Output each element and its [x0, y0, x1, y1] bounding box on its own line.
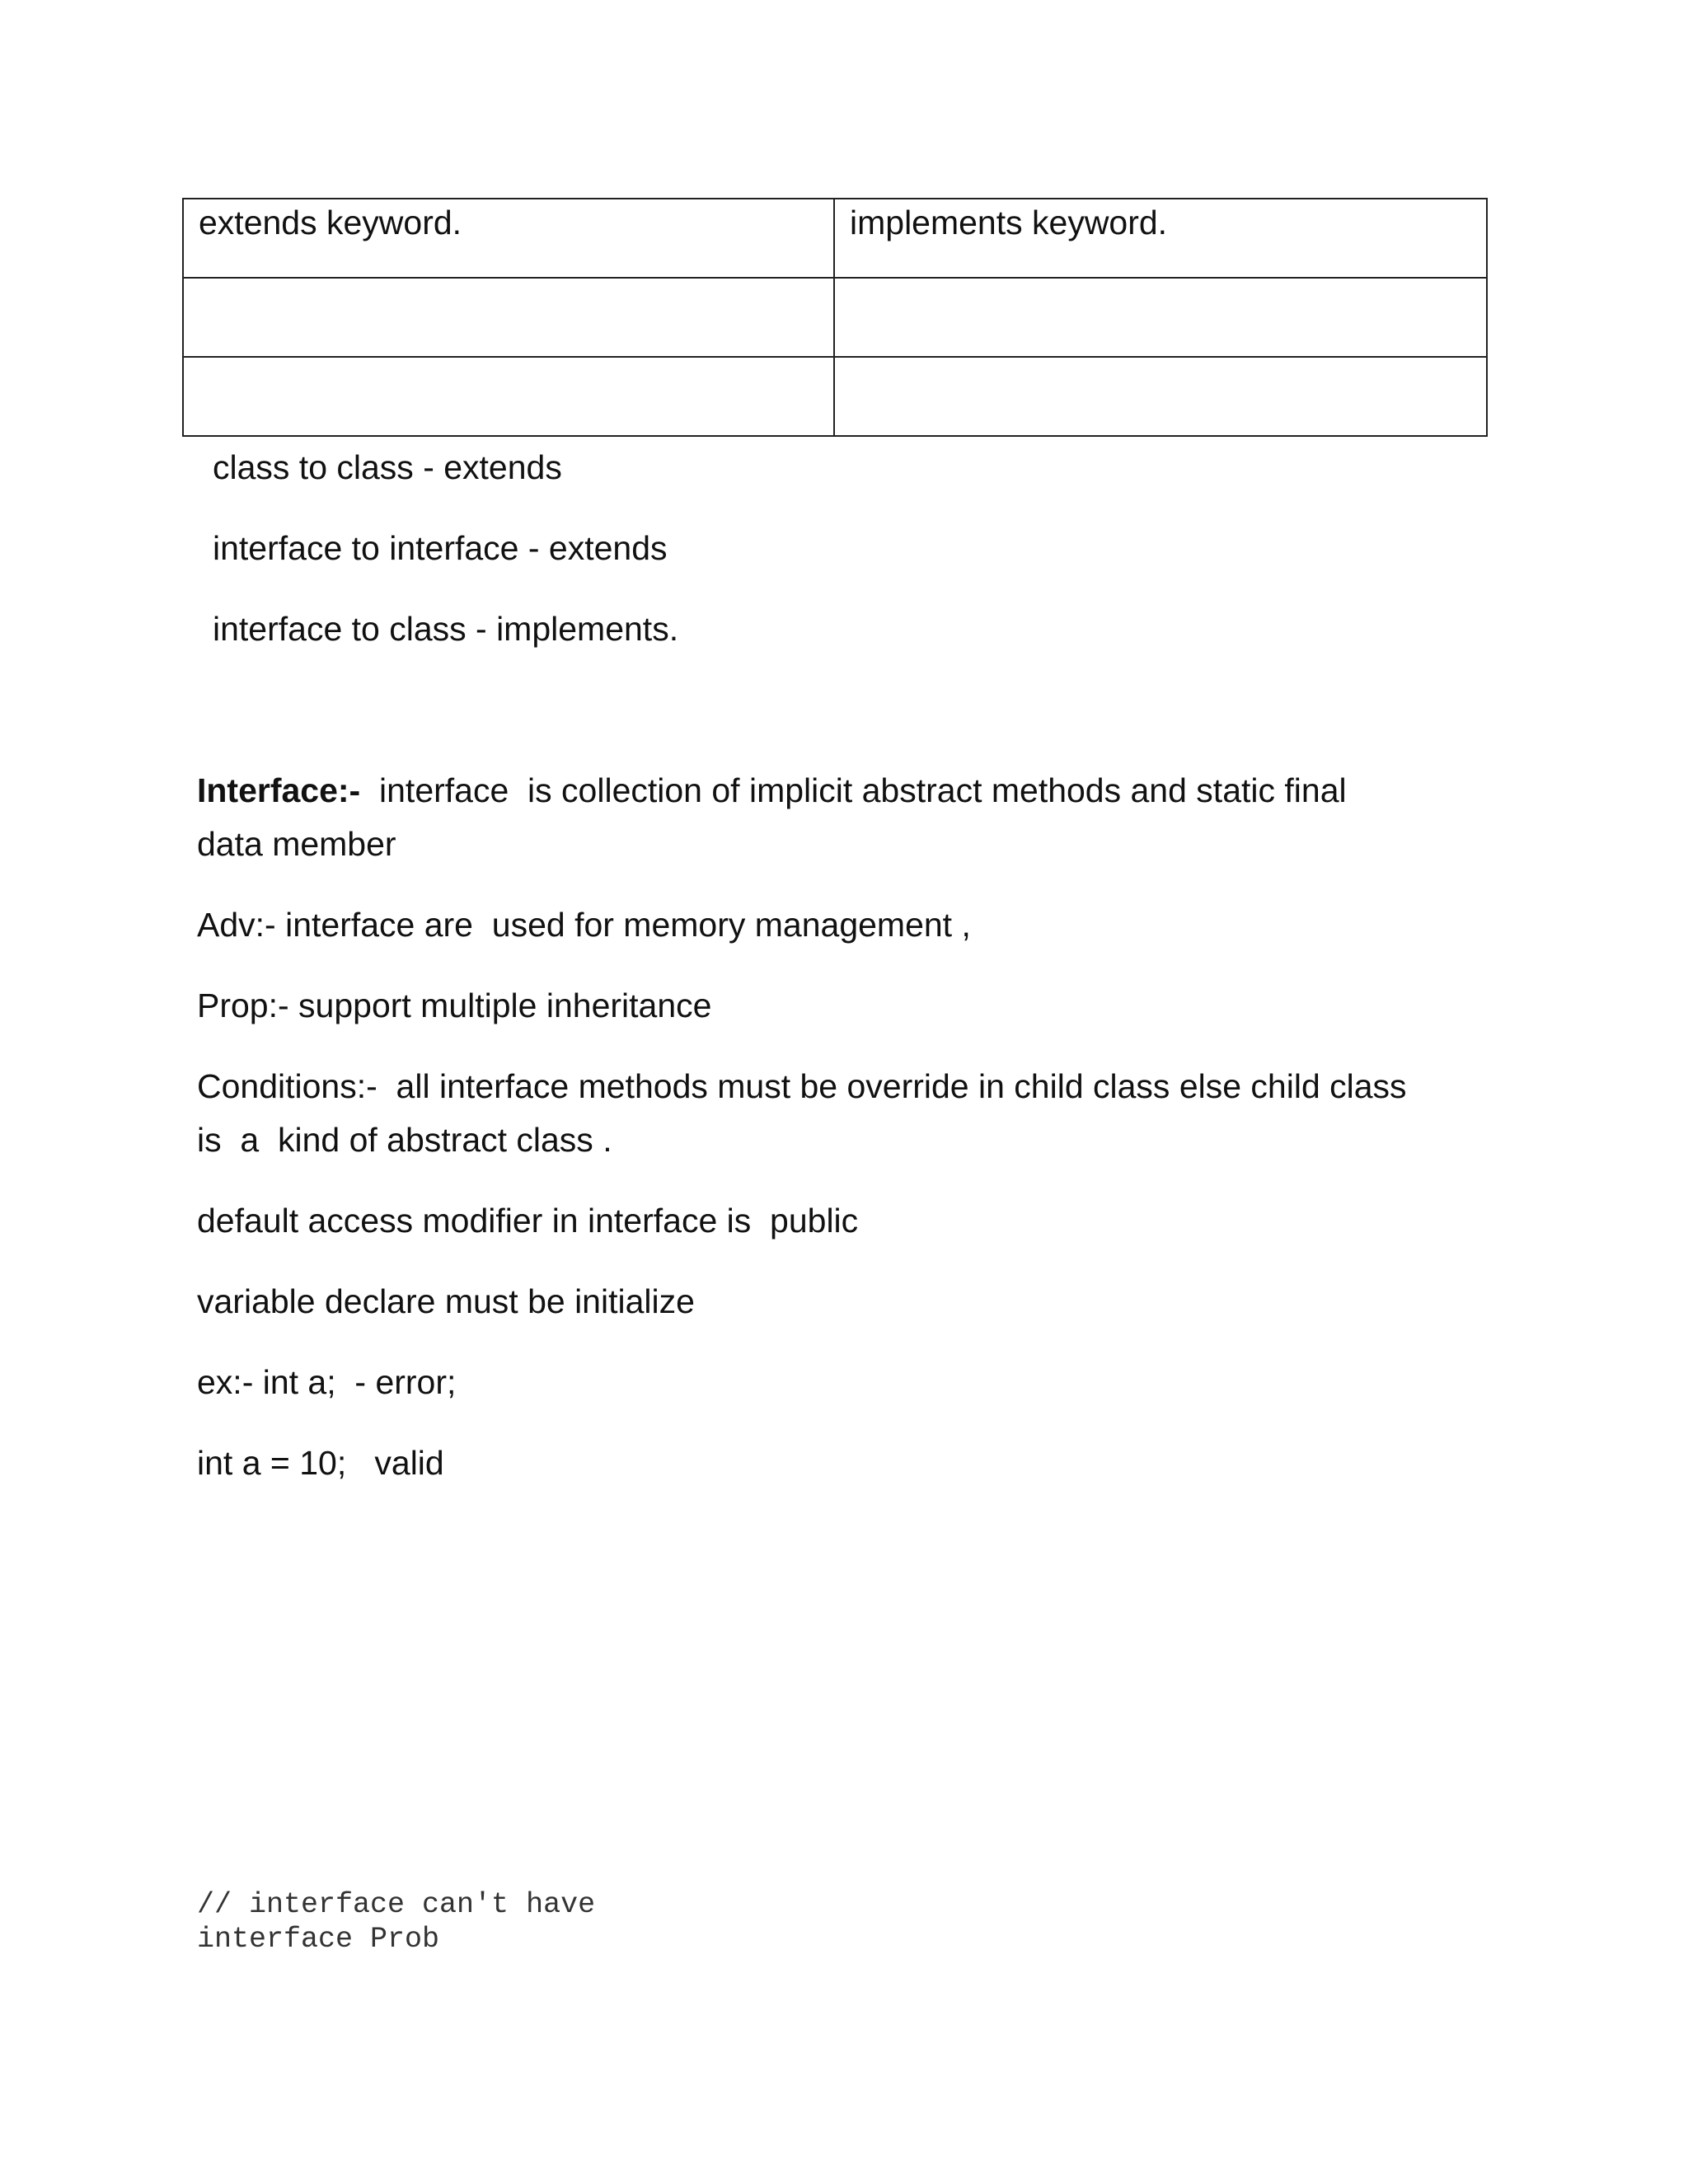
code-line: // interface can't have [197, 1888, 596, 1921]
example-valid-line: int a = 10; valid [197, 1444, 444, 1482]
table-cell [834, 278, 1487, 357]
table-row [183, 278, 1487, 357]
interface-definition-line [197, 771, 1347, 810]
conditions-continuation: is a kind of abstract class . [197, 1121, 612, 1159]
table-row [183, 199, 1487, 278]
table-cell [834, 357, 1487, 436]
table-cell [183, 278, 834, 357]
table-cell: extends keyword. [183, 199, 834, 278]
advantage-line: Adv:- interface are used for memory management , [197, 906, 971, 944]
conditions-line: Conditions:- all interface methods must be override in child class else child class [197, 1067, 1407, 1105]
comparison-table [182, 198, 1488, 437]
table-row [183, 357, 1487, 436]
relation-line: interface to class - implements. [213, 610, 679, 648]
example-error-line: ex:- int a; - error; [197, 1363, 457, 1401]
code-line: interface Prob [197, 1923, 440, 1956]
interface-term: Interface:- [197, 771, 361, 809]
interface-definition-text: interface is collection of implicit abstract methods and static final [379, 771, 1347, 809]
variable-rule-line: variable declare must be initialize [197, 1282, 695, 1320]
relation-line: interface to interface - extends [213, 529, 668, 567]
interface-definition-continuation: data member [197, 825, 396, 863]
table-cell: implements keyword. [834, 199, 1487, 278]
table-cell [183, 357, 834, 436]
property-line: Prop:- support multiple inheritance [197, 987, 712, 1024]
default-modifier-line: default access modifier in interface is public [197, 1202, 859, 1240]
relation-line: class to class - extends [213, 448, 562, 486]
code-snippet [197, 1887, 595, 1957]
